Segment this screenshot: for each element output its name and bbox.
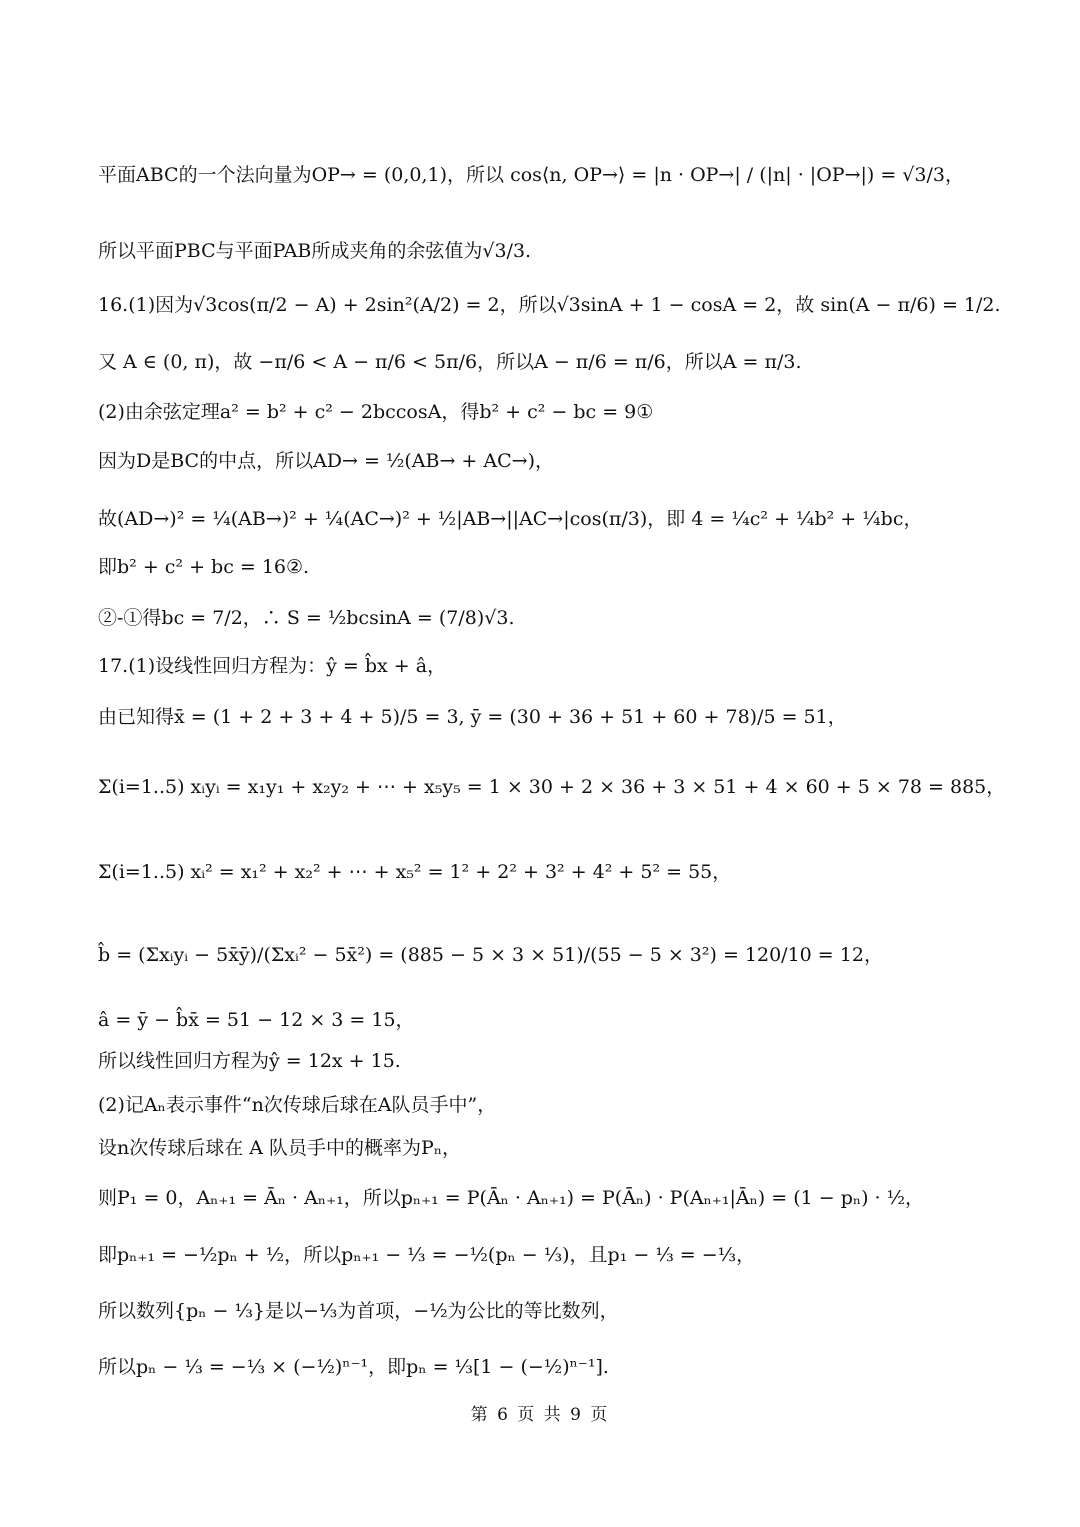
line-normal-vector: 平面ABC的一个法向量为OP→ = (0,0,1)，所以 cos⟨n, OP→⟩ = |n · OP→| / (|n| · |OP→|) = √3/3， — [98, 164, 964, 186]
line-q16-part1: 16.(1)因为√3cos(π/2 − A) + 2sin²(A/2) = 2，所以√3sinA + 1 − cosA = 2，故 sin(A − π/6) = 1/2. — [98, 294, 1001, 316]
line-b-hat: b̂ = (Σxᵢyᵢ − 5x̄ȳ)/(Σxᵢ² − 5x̄²) = (885 − 5 × 3 × 51)/(55 − 5 × 3²) = 120/10 = 12， — [98, 944, 883, 966]
line-q16-angle: 又 A ∈ (0, π)，故 −π/6 < A − π/6 < 5π/6，所以A − π/6 = π/6，所以A = π/3. — [98, 351, 802, 373]
line-geometric-sequence: 所以数列{pₙ − ⅓}是以−⅓为首项，−½为公比的等比数列， — [98, 1300, 619, 1322]
line-probability-def: 设n次传球后球在 A 队员手中的概率为Pₙ， — [98, 1137, 462, 1159]
line-general-term: 所以pₙ − ⅓ = −⅓ × (−½)ⁿ⁻¹，即pₙ = ⅓[1 − (−½)ⁿ⁻¹]. — [98, 1356, 609, 1378]
line-sum-xy: Σ(i=1..5) xᵢyᵢ = x₁y₁ + x₂y₂ + ⋯ + x₅y₅ = 1 × 30 + 2 × 36 + 3 × 51 + 4 × 60 + 5 × 78 = 885， — [98, 776, 1006, 798]
line-q17-part2: (2)记Aₙ表示事件“n次传球后球在A队员手中”， — [98, 1094, 497, 1116]
page-footer: 第 6 页 共 9 页 — [470, 1405, 610, 1425]
line-midpoint: 因为D是BC的中点，所以AD→ = ½(AB→ + AC→)， — [98, 450, 554, 472]
line-area: ②-①得bc = 7/2，∴ S = ½bcsinA = (7/8)√3. — [98, 607, 515, 629]
line-q17-part1: 17.(1)设线性回归方程为：ŷ = b̂x + â， — [98, 655, 447, 677]
line-regression-result: 所以线性回归方程为ŷ = 12x + 15. — [98, 1050, 401, 1072]
line-equation-2: 即b² + c² + bc = 16②. — [98, 556, 310, 578]
line-recurrence: 则P₁ = 0，Aₙ₊₁ = Āₙ · Aₙ₊₁，所以pₙ₊₁ = P(Āₙ · Aₙ₊₁) = P(Āₙ) · P(Aₙ₊₁|Āₙ) = (1 − pₙ) · ½， — [98, 1187, 925, 1209]
line-means: 由已知得x̄ = (1 + 2 + 3 + 4 + 5)/5 = 3, ȳ = (30 + 36 + 51 + 60 + 78)/5 = 51， — [98, 706, 847, 728]
line-recurrence-shift: 即pₙ₊₁ = −½pₙ + ½，所以pₙ₊₁ − ⅓ = −½(pₙ − ⅓)，且p₁ − ⅓ = −⅓， — [98, 1244, 756, 1266]
line-a-hat: â = ȳ − b̂x̄ = 51 − 12 × 3 = 15， — [98, 1009, 415, 1031]
line-q16-part2: (2)由余弦定理a² = b² + c² − 2bccosA，得b² + c² − bc = 9① — [98, 401, 654, 423]
line-ad-squared: 故(AD→)² = ¼(AB→)² + ¼(AC→)² + ½|AB→||AC→|cos(π/3)，即 4 = ¼c² + ¼b² + ¼bc， — [98, 508, 923, 530]
line-cosine-result: 所以平面PBC与平面PAB所成夹角的余弦值为√3/3. — [98, 240, 532, 262]
line-sum-x2: Σ(i=1..5) xᵢ² = x₁² + x₂² + ⋯ + x₅² = 1² + 2² + 3² + 4² + 5² = 55， — [98, 861, 732, 883]
